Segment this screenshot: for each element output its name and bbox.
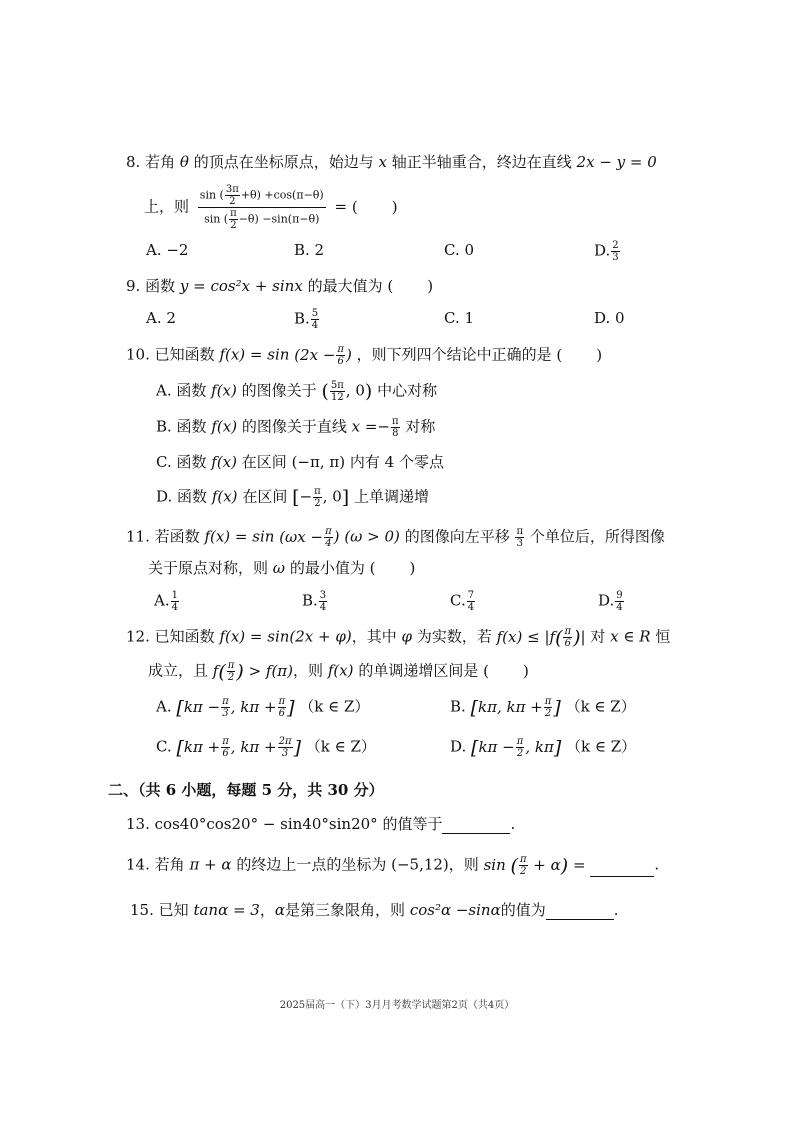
answer-paren: ( ) [369,559,416,577]
question-11-line-2: 关于原点对称，则 ω 的最小值为 ( ) [148,559,416,577]
q8-choice-a: A. −2 [146,241,189,259]
question-8-line-2: 上，则 sin ( $\frac{3\pi}{2}$ +θ) +cos(π−θ) sin ( $\frac{\pi}{2}$ −θ) −sin(π−θ) = ( ) [144,184,398,231]
question-15: 15. 已知 tanα = 3，α是第三象限角，则 cos²α −sinα的值为 . [130,901,619,919]
question-14: 14. 若角 π + α 的终边上一点的坐标为 (−5,12)，则 sin ( $\frac{\pi}{2}$ + α) = . [126,854,660,877]
q11-choice-d: D. $\frac{9}{4}$ [598,590,623,613]
question-8-line-1: 8. 若角 θ 的顶点在坐标原点，始边与 x 轴正半轴重合，终边在直线 2x − y = 0 [126,153,657,171]
q10-choice-a: A. 函数 f(x) 的图像关于 ( $\frac{5\pi}{12}$ , 0) 中心对称 [156,380,438,403]
q10-choice-b: B. 函数 f(x) 的图像关于直线 x =− $\frac{\pi}{8}$ 对称 [156,416,436,439]
q12-choice-a: A. [kπ − $\frac{\pi}{3}$ , kπ + $\frac{\pi}{6}$ ] （k ∈ Z） [156,696,370,719]
answer-paren: ( ) [556,345,603,364]
q8-choice-c: C. 0 [444,241,475,259]
q12-choice-b: B. [kπ, kπ + $\frac{\pi}{2}$ ] （k ∈ Z） [450,696,636,719]
answer-paren: ( ) [351,197,398,216]
q11-choice-c: C. $\frac{7}{4}$ [450,590,475,613]
question-11-line-1: 11. 若函数 f(x) = sin (ωx − $\frac{\pi}{4}$ ) (ω > 0) 的图像向左平移 $\frac{\pi}{3}$ 个单位后，所得图像 [126,526,665,549]
q10-choice-d: D. 函数 f(x) 在区间 [− $\frac{\pi}{2}$ , 0] 上单调递增 [156,486,429,509]
answer-paren: ( ) [483,661,529,680]
question-12-line-1: 12. 已知函数 f(x) = sin(2x + φ)，其中 φ 为实数，若 f(x) ≤ |f( $\frac{\pi}{6}$ )| 对 x ∈ R 恒 [126,626,671,649]
question-13: 13. cos40°cos20° − sin40°sin20° 的值等于 . [126,815,516,833]
question-10: 10. 已知函数 f(x) = sin (2x − $\frac{\pi}{6}$ ) ，则下列四个结论中正确的是 ( ) [126,344,603,367]
answer-blank [442,817,510,834]
q12-choice-c: C. [kπ + $\frac{\pi}{6}$ , kπ + $\frac{2\pi}{3}$ ] （k ∈ Z） [156,736,376,759]
section-heading: 二、（共 6 小题，每题 5 分，共 30 分） [108,781,384,799]
question-12-line-2: 成立，且 f( $\frac{\pi}{2}$ ) > f(π)，则 f(x) 的单调递增区间是 ( ) [148,660,529,683]
q9-choice-d: D. 0 [594,309,625,327]
q8-choice-d: D. $\frac{2}{3}$ [594,240,619,263]
q12-choice-d: D. [kπ − $\frac{\pi}{2}$ , kπ] （k ∈ Z） [450,736,637,759]
answer-blank [590,860,654,877]
q11-choice-b: B. $\frac{3}{4}$ [302,590,327,613]
answer-paren: ( ) [387,277,434,295]
page-footer: 2025届高一（下）3月月考数学试题第2页（共4页） [279,1000,515,1011]
q8-choice-b: B. 2 [294,241,325,259]
q9-choice-b: B. $\frac{5}{4}$ [294,308,319,331]
q10-choice-c: C. 函数 f(x) 在区间 (−π, π) 内有 4 个零点 [156,453,444,471]
question-9: 9. 函数 y = cos²x + sinx 的最大值为 ( ) [126,277,434,295]
q9-choice-c: C. 1 [444,309,475,327]
answer-blank [546,903,614,920]
q8-fraction: sin ( $\frac{3\pi}{2}$ +θ) +cos(π−θ) sin ( $\frac{\pi}{2}$ −θ) −sin(π−θ) [199,184,324,231]
q9-choice-a: A. 2 [146,309,176,327]
q11-choice-a: A. $\frac{1}{4}$ [154,590,178,613]
